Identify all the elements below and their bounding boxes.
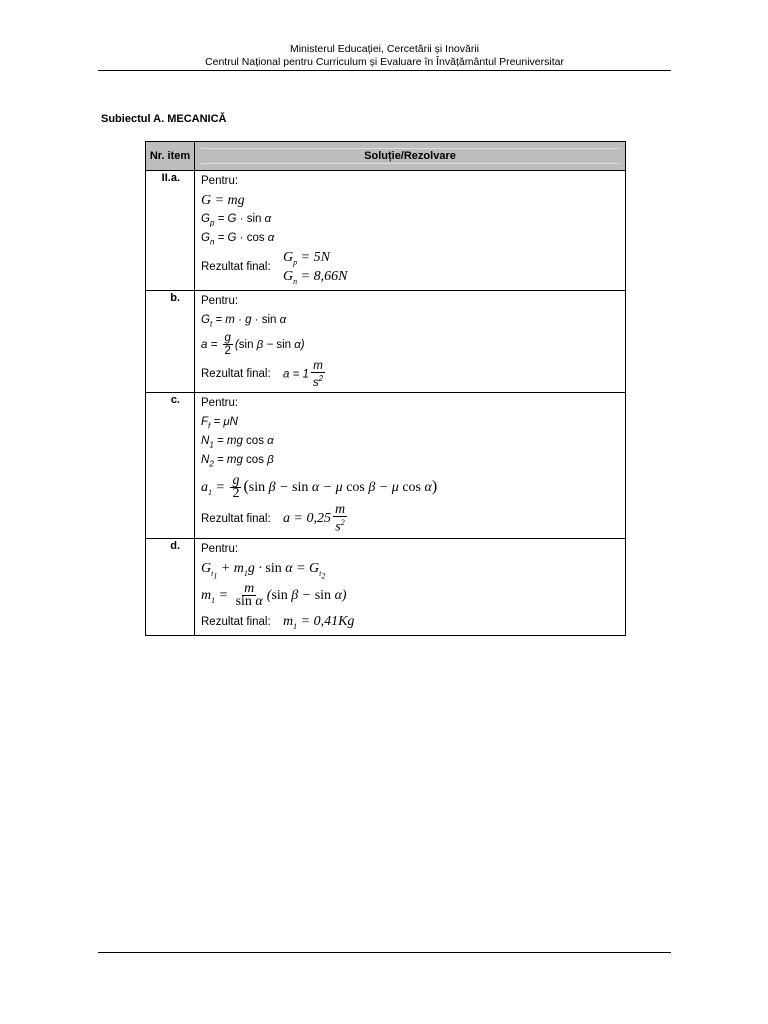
formula: $G_{t_1} + m_1g \cdot \sin \alpha = G_{t_2}$	[201, 560, 326, 581]
item-number: II.a.	[146, 171, 195, 291]
page-header	[98, 43, 671, 69]
final-label: Rezultat final:	[201, 616, 271, 629]
formula: $F_f = \mu N$	[201, 415, 238, 431]
item-number: c.	[146, 392, 195, 538]
final-label: Rezultat final:	[201, 368, 271, 381]
final-label: Rezultat final:	[201, 512, 271, 525]
formula: G = mg	[201, 193, 245, 208]
column-header-solution	[195, 142, 626, 171]
solution-cell	[195, 538, 626, 635]
header-divider	[98, 70, 671, 71]
final-result: Rezultat final: $m_1 = 0,41Kg$	[201, 613, 355, 631]
footer-divider	[98, 952, 671, 953]
column-header-item: Nr. item	[146, 142, 195, 171]
table-row	[146, 392, 626, 538]
formula: $G_t = m \cdot g \cdot \sin \alpha$	[201, 314, 287, 329]
result-values: $G_p = 5N$ $G_n = 8,66N$	[283, 250, 348, 286]
formula: $N_1$ = mg cos α	[201, 434, 274, 450]
formula: $N_2$ = mg cos β	[201, 453, 274, 469]
ministry-line: Ministerul Educației, Cercetării și Inovării	[289, 43, 480, 55]
column-header-solution-label: Soluție/Rezolvare	[201, 148, 619, 164]
formula: a = $\frac{g}{2}$ (sin β − sin α)	[201, 332, 305, 358]
pentru-label: Pentru:	[201, 295, 239, 307]
item-number: b.	[146, 291, 195, 393]
solution-cell	[195, 171, 626, 291]
center-line: Centrul Național pentru Curriculum și Evaluare în Învățământul Preuniversitar	[205, 56, 564, 68]
solution-cell	[195, 291, 626, 393]
final-label: Rezultat final:	[201, 261, 271, 273]
final-result	[201, 248, 619, 286]
solution-cell	[195, 392, 626, 538]
formula: $a_1$ = $\frac{g}{2}$ (sin β − sin α − μ cos β − μ cos α)	[201, 473, 438, 502]
pentru-label: Pentru:	[201, 542, 239, 555]
table-row	[146, 538, 626, 635]
formula: $G_p = G \cdot \sin \alpha$	[201, 213, 272, 228]
formula: $G_n = G \cdot \cos \alpha$	[201, 232, 275, 247]
item-number: d.	[146, 538, 195, 635]
solution-table	[145, 141, 626, 636]
table-row	[146, 171, 626, 291]
subject-title: Subiectul A. MECANICĂ	[101, 113, 227, 125]
table-header-row	[146, 142, 626, 171]
formula: $m_1$ = $\frac{m}{\text{sin α}}$ (sin β − sin α)	[201, 581, 347, 610]
pentru-label: Pentru:	[201, 396, 239, 409]
final-result: Rezultat final: a = 1 $\frac{m}{s^2}$	[201, 360, 324, 389]
final-result: Rezultat final: a = 0,25 $\frac{m}{s^2}$	[201, 501, 346, 535]
pentru-label: Pentru:	[201, 175, 239, 187]
table-row	[146, 291, 626, 393]
